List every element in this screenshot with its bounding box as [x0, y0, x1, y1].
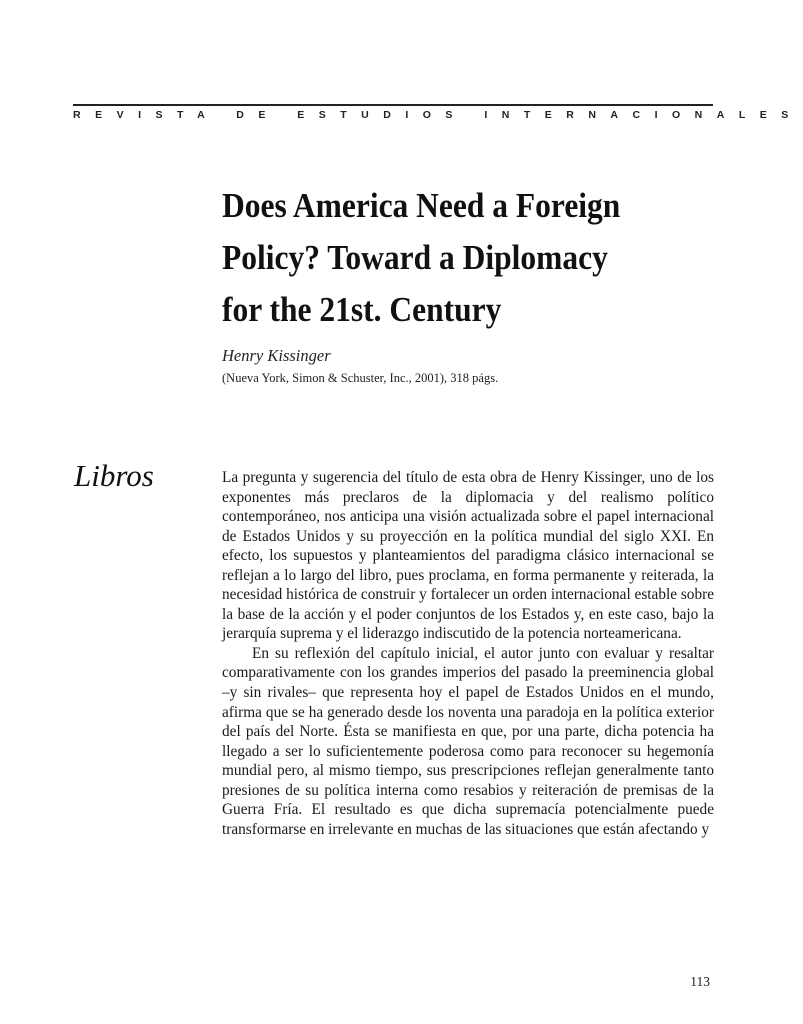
article-author: Henry Kissinger [222, 346, 331, 365]
article-body [222, 468, 714, 839]
body-paragraph: En su reflexión del capítulo inicial, el autor junto con evaluar y resaltar comparativamente con los grandes imperios del pasado la preeminencia global –y sin rivales– que representa hoy el papel de Estados Unidos en el mundo, afirma que se ha generado desde los noventa una paradoja en la política exterior del país del Norte. Ésta se manifiesta en que, por una parte, dicha potencia ha llegado a ser lo suficientemente poderosa como para reconocer su hegemonía mundial pero, al mismo tiempo, sus prescripciones reflejan generalmente tanto presiones de su política interna como resabios y reiteración de premisas de la Guerra Fría. El resultado es que dicha supremacía potencialmente puede transformarse en irrelevante en muchas de las situaciones que están afectando y [222, 644, 714, 838]
body-paragraph: La pregunta y sugerencia del título de esta obra de Henry Kissinger, uno de los exponentes más preclaros de la diplomacia y del realismo político contemporáneo, nos anticipa una visión actualizada sobre el papel internacional de Estados Unidos y su proyección en la política mundial del siglo XXI. En efecto, los supuestos y planteamientos del paradigma clásico internacional se reflejan a lo largo del libro, pues proclama, en forma permanente y reiterada, la necesidad histórica de construir y fortalecer un orden internacional estable sobre la base de la acción y el poder conjuntos de los Estados y, en este caso, bajo la jerarquía suprema y el liderazgo indiscutido de la potencia norteamericana. [222, 469, 714, 643]
article-title: Does America Need a Foreign Policy? Toward a Diplomacy for the 21st. Century [222, 186, 621, 329]
publication-info: (Nueva York, Simon & Schuster, Inc., 2001), 318 págs. [222, 371, 499, 385]
page-number: 113 [690, 974, 710, 989]
section-label: Libros [74, 458, 154, 493]
header-rule [73, 104, 713, 106]
journal-header: REVISTA DE ESTUDIOS INTERNACIONALES [73, 109, 803, 121]
